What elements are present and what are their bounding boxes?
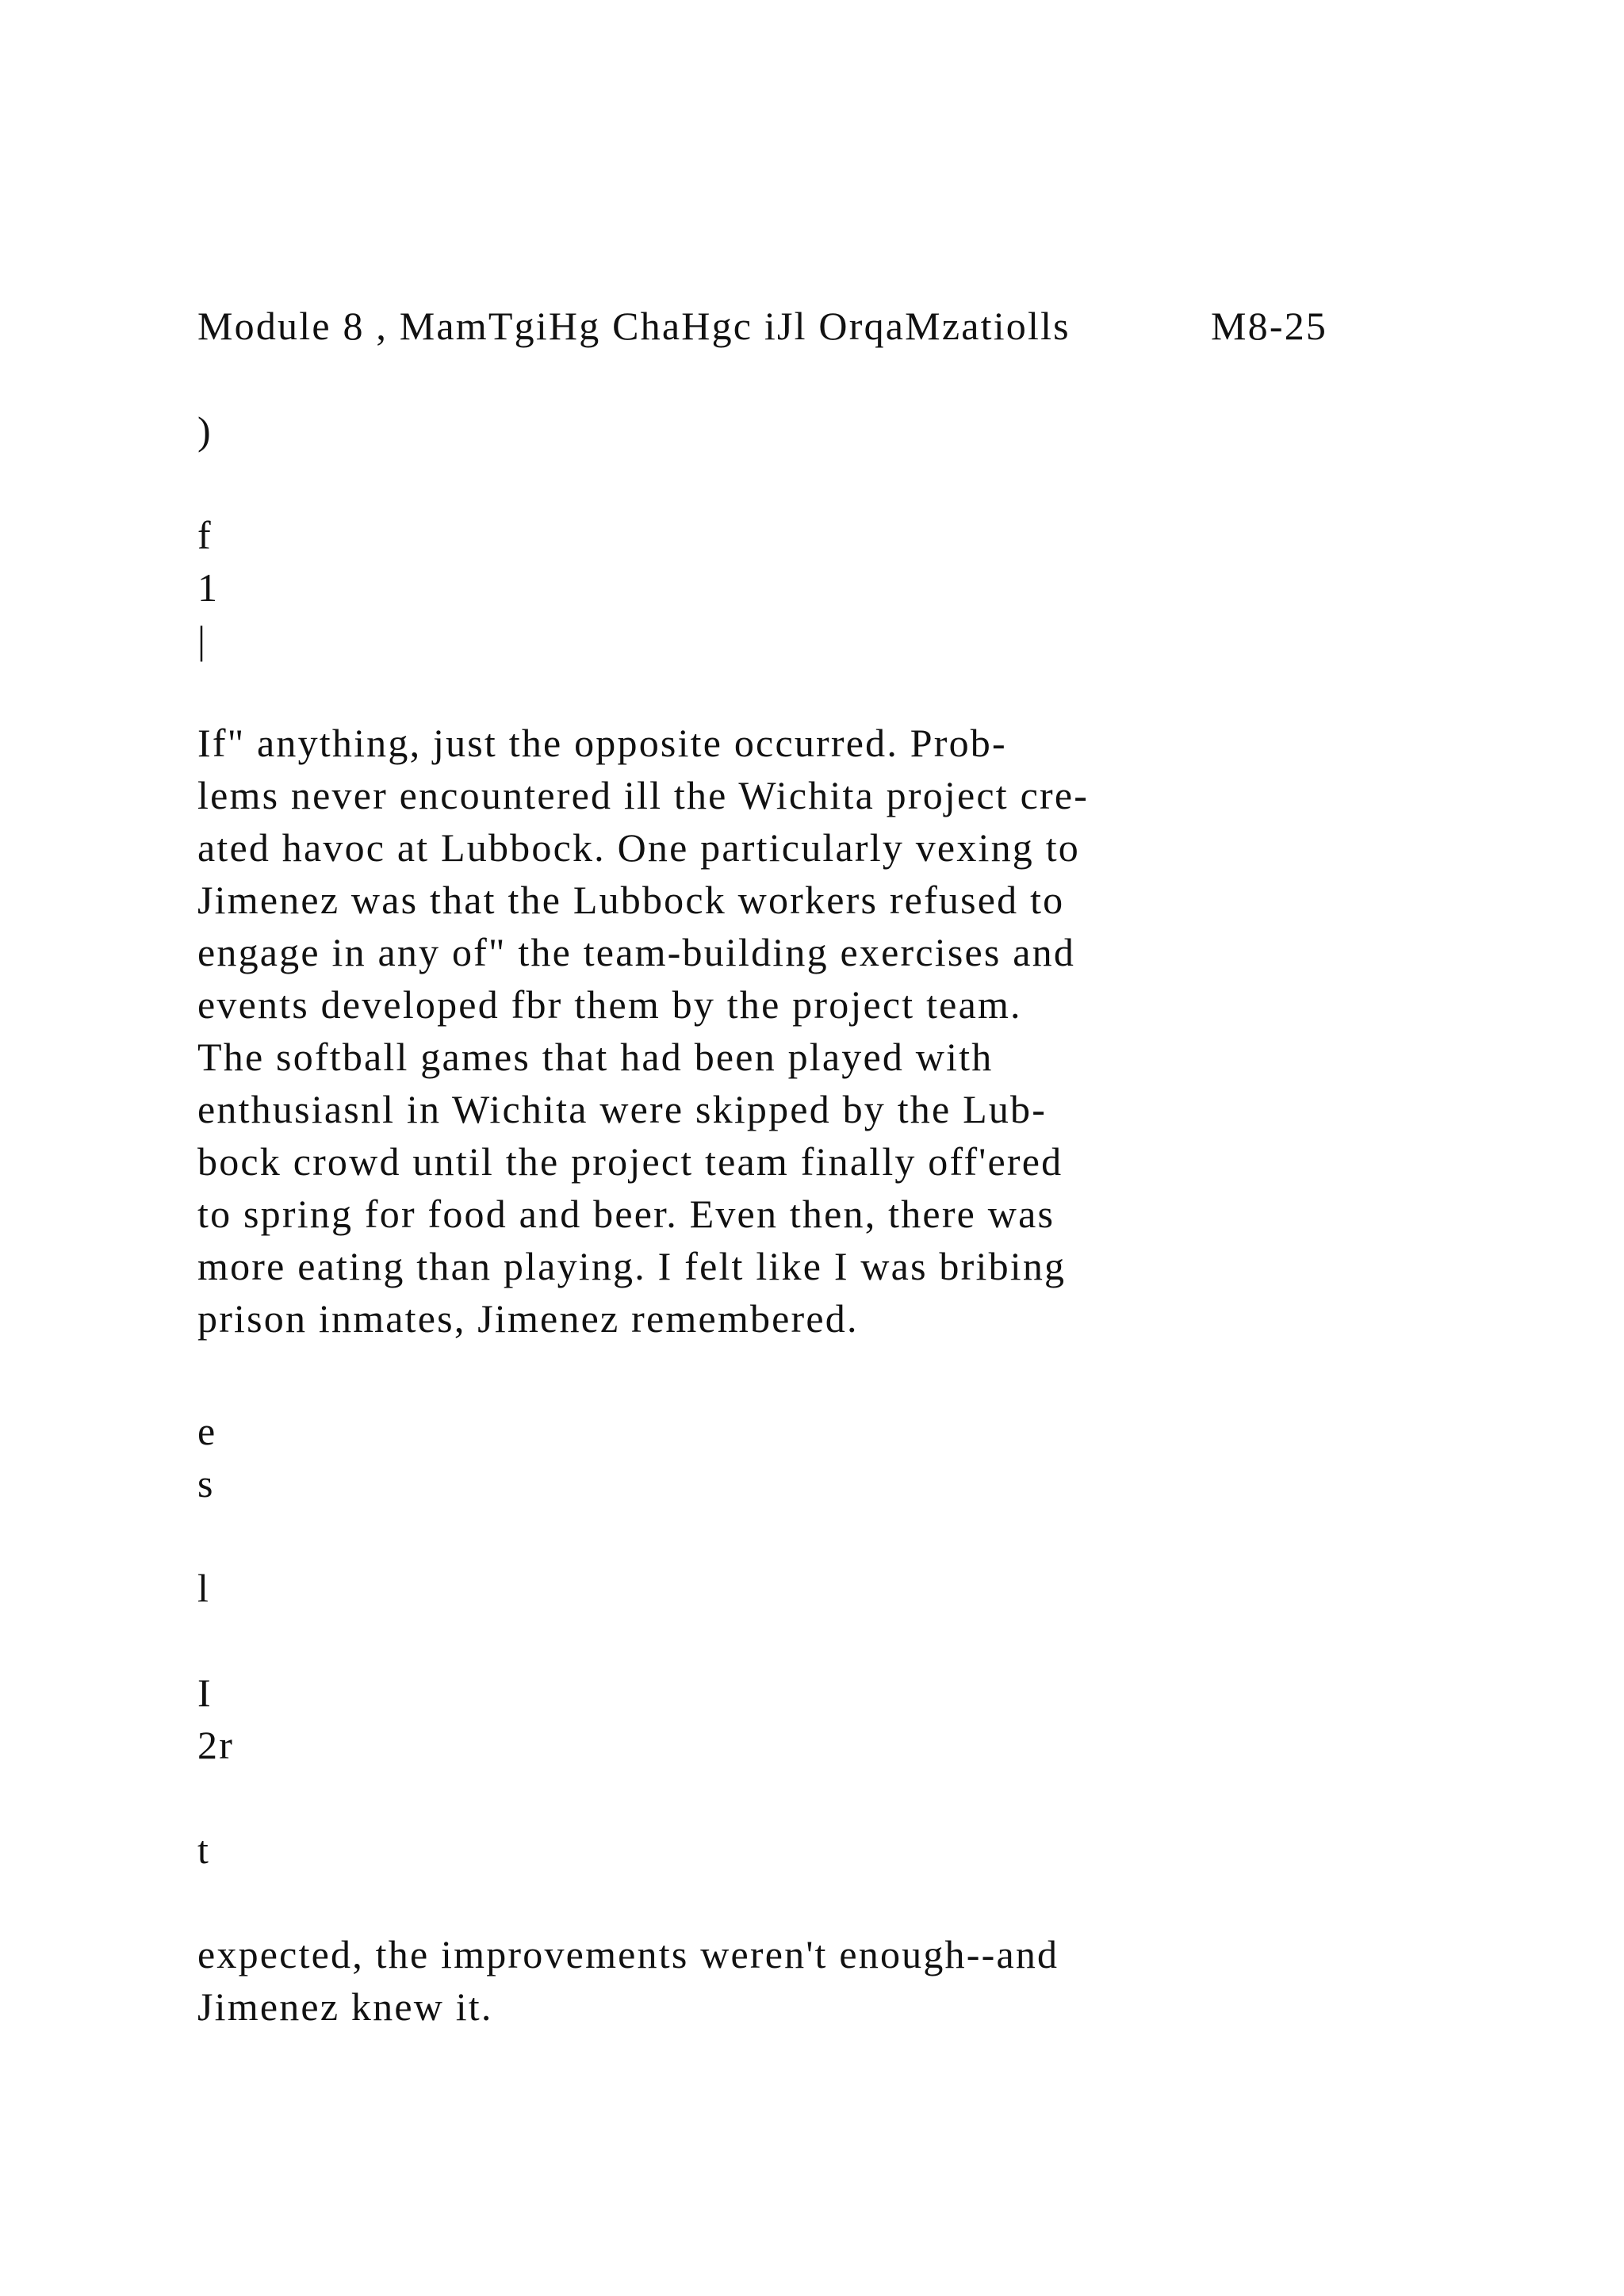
paragraph-line: lems never encountered ill the Wichita project cre- <box>197 773 1090 817</box>
stray-char-bar: | <box>197 618 208 662</box>
stray-char-capital-i: I <box>197 1670 213 1715</box>
body-paragraph-2 <box>197 1928 1059 2033</box>
running-head-title: Module 8 , MamTgiHg ChaHgc iJl OrqaMzatiolls <box>197 304 1071 348</box>
stray-char-t: t <box>197 1827 211 1872</box>
paragraph-line: expected, the improvements weren't enough--and <box>197 1932 1059 1976</box>
stray-char-f: f <box>197 513 213 557</box>
body-paragraph-1 <box>197 717 1089 1345</box>
paragraph-line: to spring for food and beer. Even then, there was <box>197 1192 1055 1236</box>
paragraph-line: bock crowd until the project team finally off'ered <box>197 1139 1063 1184</box>
stray-char-e: e <box>197 1409 217 1453</box>
stray-char-one: 1 <box>197 565 220 610</box>
paragraph-line: Jimenez knew it. <box>197 1984 493 2029</box>
paragraph-line: events developed fbr them by the project team. <box>197 982 1022 1027</box>
paragraph-line: more eating than playing. I felt like I was bribing <box>197 1244 1067 1288</box>
running-header <box>197 300 1419 352</box>
paragraph-line: engage in any of" the team-building exercises and <box>197 930 1076 974</box>
paragraph-line: If" anything, just the opposite occurred. Prob- <box>197 721 1007 765</box>
stray-char-2r: 2r <box>197 1723 235 1767</box>
paragraph-line: Jimenez was that the Lubbock workers refused to <box>197 878 1065 922</box>
stray-char-s: s <box>197 1461 215 1506</box>
paragraph-line: enthusiasnl in Wichita were skipped by the Lub- <box>197 1087 1048 1131</box>
page-number: M8-25 <box>1211 304 1328 348</box>
paragraph-line: prison inmates, Jimenez remembered. <box>197 1296 859 1341</box>
stray-char-paren: ) <box>197 408 213 453</box>
paragraph-line: ated havoc at Lubbock. One particularly vexing to <box>197 825 1080 870</box>
stray-char-l: l <box>197 1566 211 1610</box>
paragraph-line: The softball games that had been played with <box>197 1035 994 1079</box>
